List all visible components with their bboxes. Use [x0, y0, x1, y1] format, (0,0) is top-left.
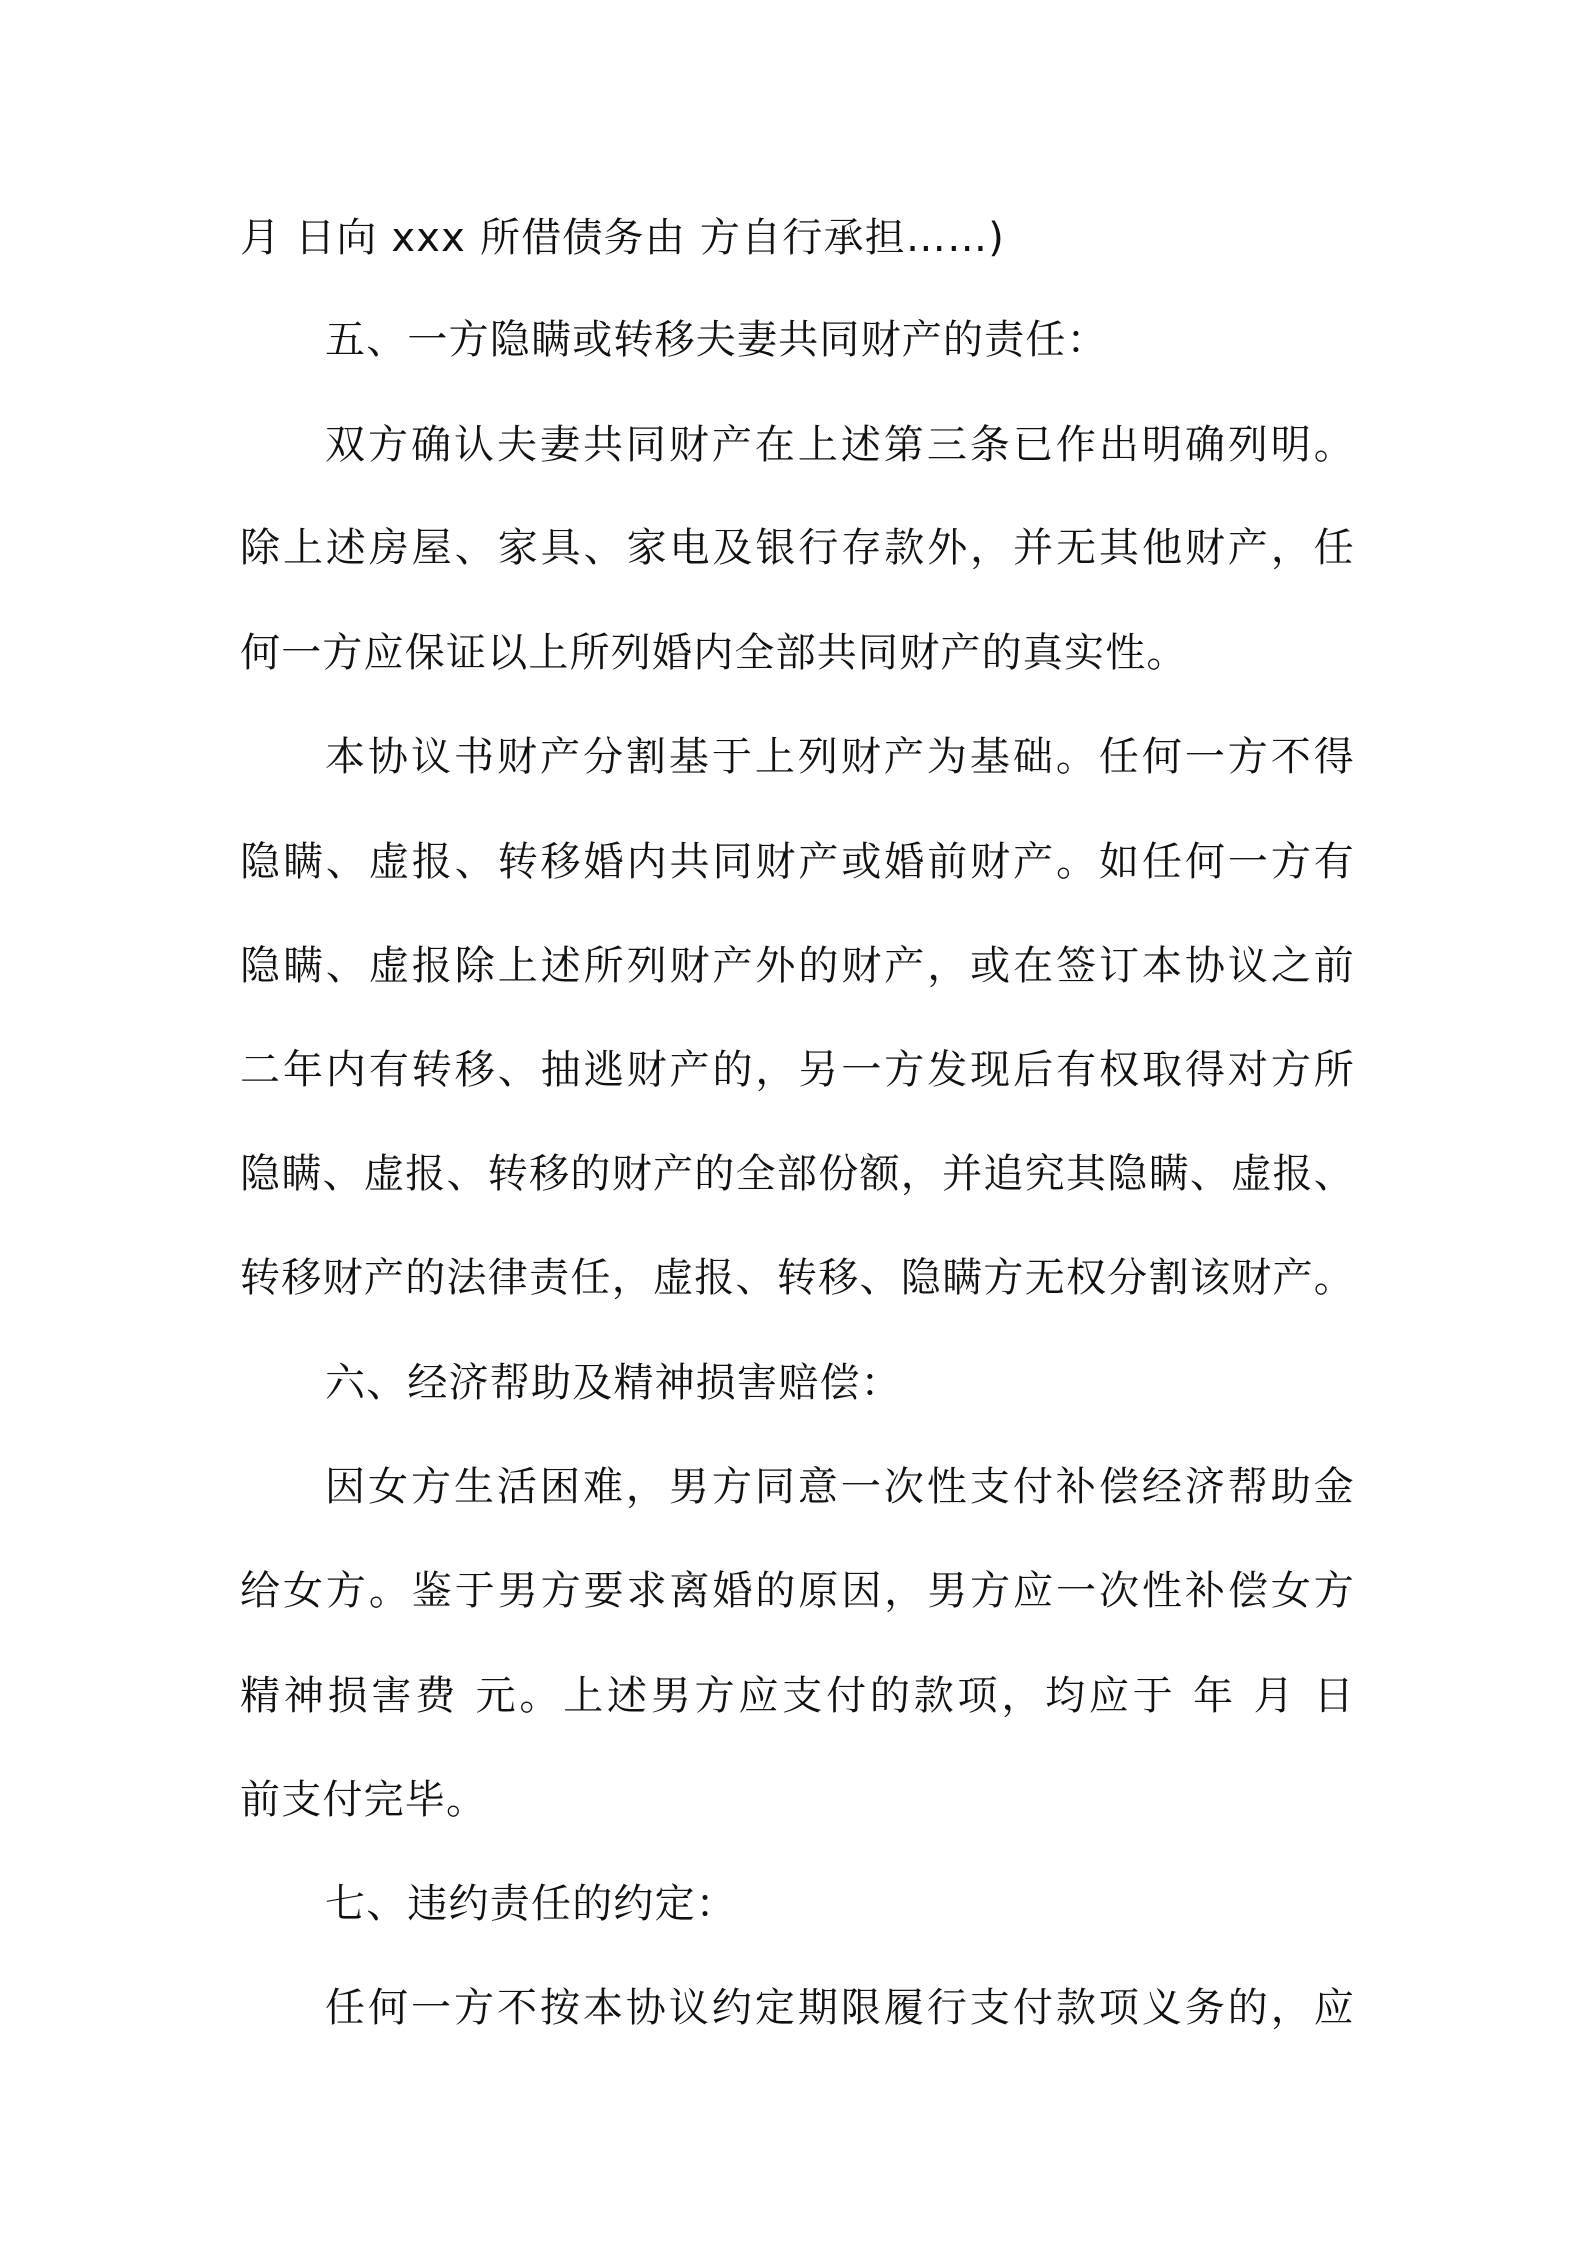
- section-heading-six: 六、经济帮助及精神损害赔偿：: [325, 1360, 902, 1406]
- paragraph-line: 二年内有转移、抽逃财产的，另一方发现后有权取得对方所: [240, 1047, 1355, 1093]
- paragraph-line: 何一方应保证以上所列婚内全部共同财产的真实性。: [240, 630, 1188, 676]
- paragraph-line: 因女方生活困难，男方同意一次性支付补偿经济帮助金: [325, 1464, 1355, 1510]
- section-heading-five: 五、一方隐瞒或转移夫妻共同财产的责任：: [325, 317, 1108, 363]
- paragraph-line: 隐瞒、虚报除上述所列财产外的财产，或在签订本协议之前: [240, 943, 1355, 989]
- paragraph-line: 转移财产的法律责任，虚报、转移、隐瞒方无权分割该财产。: [240, 1255, 1355, 1301]
- paragraph-line: 双方确认夫妻共同财产在上述第三条已作出明确列明。: [325, 422, 1355, 468]
- paragraph-line: 精神损害费 元。上述男方应支付的款项，均应于 年 月 日: [240, 1673, 1355, 1719]
- paragraph-line: 任何一方不按本协议约定期限履行支付款项义务的，应: [325, 1985, 1355, 2031]
- paragraph-line: 前支付完毕。: [240, 1777, 488, 1823]
- paragraph-line: 隐瞒、虚报、转移婚内共同财产或婚前财产。如任何一方有: [240, 839, 1355, 885]
- paragraph-line: 给女方。鉴于男方要求离婚的原因，男方应一次性补偿女方: [240, 1568, 1355, 1614]
- paragraph-line: 除上述房屋、家具、家电及银行存款外，并无其他财产，任: [240, 525, 1355, 571]
- text-line-debt-continuation: 月 日向 xxx 所借债务由 方自行承担……): [240, 215, 1006, 261]
- section-heading-seven: 七、违约责任的约定：: [325, 1881, 737, 1927]
- paragraph-line: 本协议书财产分割基于上列财产为基础。任何一方不得: [325, 734, 1355, 780]
- paragraph-line: 隐瞒、虚报、转移的财产的全部份额，并追究其隐瞒、虚报、: [240, 1151, 1355, 1197]
